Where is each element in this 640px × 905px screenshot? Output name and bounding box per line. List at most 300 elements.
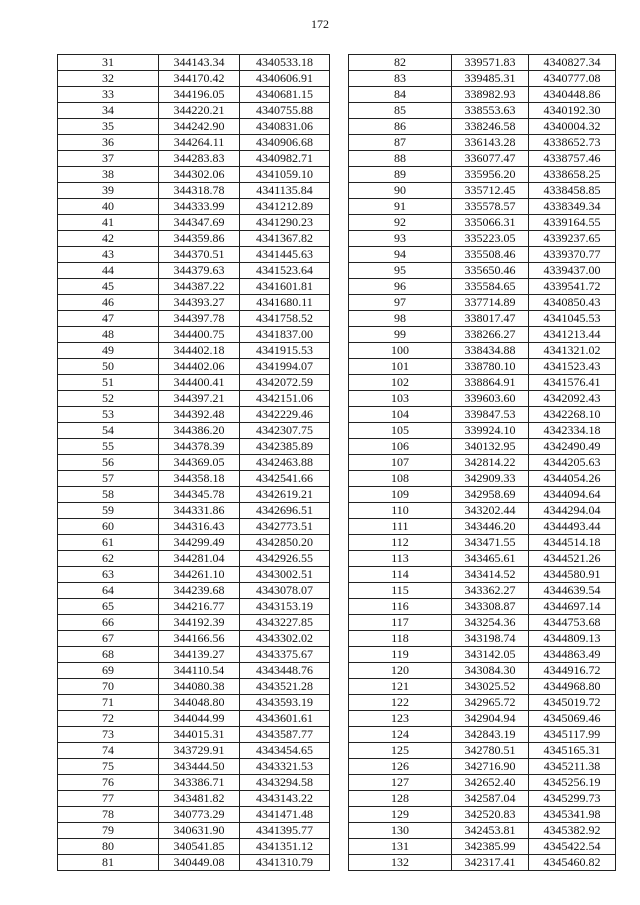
table-row (58, 199, 330, 215)
y-coordinate-cell: 4341994.07 (240, 359, 330, 375)
table-row (349, 551, 616, 567)
y-coordinate-cell: 4344916.72 (529, 663, 616, 679)
y-coordinate-cell: 4341135.84 (240, 183, 330, 199)
point-number-cell: 86 (349, 119, 452, 135)
x-coordinate-cell: 343729.91 (159, 743, 240, 759)
y-coordinate-cell: 4342072.59 (240, 375, 330, 391)
point-number-cell: 126 (349, 759, 452, 775)
x-coordinate-cell: 342909.33 (452, 471, 529, 487)
y-coordinate-cell: 4342334.18 (529, 423, 616, 439)
x-coordinate-cell: 343084.30 (452, 663, 529, 679)
point-number-cell: 73 (58, 727, 159, 743)
point-number-cell: 39 (58, 183, 159, 199)
y-coordinate-cell: 4343143.22 (240, 791, 330, 807)
table-row (58, 519, 330, 535)
y-coordinate-cell: 4342619.21 (240, 487, 330, 503)
y-coordinate-cell: 4344094.64 (529, 487, 616, 503)
point-number-cell: 127 (349, 775, 452, 791)
point-number-cell: 66 (58, 615, 159, 631)
y-coordinate-cell: 4341213.44 (529, 327, 616, 343)
point-number-cell: 83 (349, 71, 452, 87)
y-coordinate-cell: 4344205.63 (529, 455, 616, 471)
x-coordinate-cell: 344220.21 (159, 103, 240, 119)
table-row (349, 151, 616, 167)
y-coordinate-cell: 4343321.53 (240, 759, 330, 775)
table-row (58, 583, 330, 599)
x-coordinate-cell: 343198.74 (452, 631, 529, 647)
y-coordinate-cell: 4344514.18 (529, 535, 616, 551)
point-number-cell: 104 (349, 407, 452, 423)
point-number-cell: 47 (58, 311, 159, 327)
point-number-cell: 109 (349, 487, 452, 503)
point-number-cell: 123 (349, 711, 452, 727)
point-number-cell: 111 (349, 519, 452, 535)
point-number-cell: 88 (349, 151, 452, 167)
table-row (349, 855, 616, 871)
x-coordinate-cell: 344261.10 (159, 567, 240, 583)
x-coordinate-cell: 344166.56 (159, 631, 240, 647)
point-number-cell: 55 (58, 439, 159, 455)
point-number-cell: 46 (58, 295, 159, 311)
y-coordinate-cell: 4340004.32 (529, 119, 616, 135)
y-coordinate-cell: 4341837.00 (240, 327, 330, 343)
x-coordinate-cell: 335584.65 (452, 279, 529, 295)
y-coordinate-cell: 4338757.46 (529, 151, 616, 167)
table-row (349, 791, 616, 807)
point-number-cell: 32 (58, 71, 159, 87)
y-coordinate-cell: 4343375.67 (240, 647, 330, 663)
y-coordinate-cell: 4343078.07 (240, 583, 330, 599)
y-coordinate-cell: 4344294.04 (529, 503, 616, 519)
point-number-cell: 74 (58, 743, 159, 759)
y-coordinate-cell: 4341310.79 (240, 855, 330, 871)
table-row (58, 567, 330, 583)
point-number-cell: 40 (58, 199, 159, 215)
y-coordinate-cell: 4343521.28 (240, 679, 330, 695)
y-coordinate-cell: 4342490.49 (529, 439, 616, 455)
table-row (58, 343, 330, 359)
table-row (58, 311, 330, 327)
point-number-cell: 102 (349, 375, 452, 391)
table-row (58, 327, 330, 343)
point-number-cell: 112 (349, 535, 452, 551)
point-number-cell: 85 (349, 103, 452, 119)
point-number-cell: 52 (58, 391, 159, 407)
table-row (58, 823, 330, 839)
x-coordinate-cell: 340541.85 (159, 839, 240, 855)
x-coordinate-cell: 342780.51 (452, 743, 529, 759)
x-coordinate-cell: 339603.60 (452, 391, 529, 407)
x-coordinate-cell: 342385.99 (452, 839, 529, 855)
point-number-cell: 110 (349, 503, 452, 519)
table-row (58, 695, 330, 711)
y-coordinate-cell: 4343294.58 (240, 775, 330, 791)
point-number-cell: 125 (349, 743, 452, 759)
y-coordinate-cell: 4342307.75 (240, 423, 330, 439)
x-coordinate-cell: 343308.87 (452, 599, 529, 615)
point-number-cell: 76 (58, 775, 159, 791)
table-row (349, 599, 616, 615)
x-coordinate-cell: 342317.41 (452, 855, 529, 871)
x-coordinate-cell: 339847.53 (452, 407, 529, 423)
point-number-cell: 89 (349, 167, 452, 183)
point-number-cell: 71 (58, 695, 159, 711)
y-coordinate-cell: 4343227.85 (240, 615, 330, 631)
point-number-cell: 69 (58, 663, 159, 679)
x-coordinate-cell: 344400.41 (159, 375, 240, 391)
point-number-cell: 115 (349, 583, 452, 599)
point-number-cell: 48 (58, 327, 159, 343)
table-row (349, 327, 616, 343)
x-coordinate-cell: 344400.75 (159, 327, 240, 343)
point-number-cell: 38 (58, 167, 159, 183)
x-coordinate-cell: 342843.19 (452, 727, 529, 743)
table-row (349, 663, 616, 679)
table-row (58, 535, 330, 551)
x-coordinate-cell: 343202.44 (452, 503, 529, 519)
table-row (58, 487, 330, 503)
coordinates-table-right (348, 54, 616, 871)
x-coordinate-cell: 338246.58 (452, 119, 529, 135)
x-coordinate-cell: 338780.10 (452, 359, 529, 375)
y-coordinate-cell: 4343601.61 (240, 711, 330, 727)
y-coordinate-cell: 4344753.68 (529, 615, 616, 631)
x-coordinate-cell: 344387.22 (159, 279, 240, 295)
x-coordinate-cell: 343465.61 (452, 551, 529, 567)
table-row (349, 231, 616, 247)
table-row (58, 231, 330, 247)
y-coordinate-cell: 4342541.66 (240, 471, 330, 487)
y-coordinate-cell: 4340827.34 (529, 55, 616, 71)
point-number-cell: 61 (58, 535, 159, 551)
y-coordinate-cell: 4341680.11 (240, 295, 330, 311)
y-coordinate-cell: 4340906.68 (240, 135, 330, 151)
point-number-cell: 70 (58, 679, 159, 695)
y-coordinate-cell: 4343454.65 (240, 743, 330, 759)
table-row (58, 711, 330, 727)
point-number-cell: 78 (58, 807, 159, 823)
point-number-cell: 45 (58, 279, 159, 295)
x-coordinate-cell: 343142.05 (452, 647, 529, 663)
point-number-cell: 68 (58, 647, 159, 663)
table-row (58, 263, 330, 279)
y-coordinate-cell: 4344054.26 (529, 471, 616, 487)
table-row (349, 471, 616, 487)
point-number-cell: 94 (349, 247, 452, 263)
table-row (58, 679, 330, 695)
y-coordinate-cell: 4344697.14 (529, 599, 616, 615)
table-row (58, 423, 330, 439)
table-row (349, 343, 616, 359)
point-number-cell: 36 (58, 135, 159, 151)
x-coordinate-cell: 335508.46 (452, 247, 529, 263)
point-number-cell: 114 (349, 567, 452, 583)
x-coordinate-cell: 336077.47 (452, 151, 529, 167)
y-coordinate-cell: 4343153.19 (240, 599, 330, 615)
y-coordinate-cell: 4345341.98 (529, 807, 616, 823)
y-coordinate-cell: 4343448.76 (240, 663, 330, 679)
y-coordinate-cell: 4341367.82 (240, 231, 330, 247)
point-number-cell: 124 (349, 727, 452, 743)
y-coordinate-cell: 4344580.91 (529, 567, 616, 583)
x-coordinate-cell: 342965.72 (452, 695, 529, 711)
table-row (58, 839, 330, 855)
x-coordinate-cell: 338982.93 (452, 87, 529, 103)
point-number-cell: 63 (58, 567, 159, 583)
table-row (349, 743, 616, 759)
point-number-cell: 84 (349, 87, 452, 103)
point-number-cell: 118 (349, 631, 452, 647)
y-coordinate-cell: 4342463.88 (240, 455, 330, 471)
x-coordinate-cell: 335712.45 (452, 183, 529, 199)
table-row (349, 679, 616, 695)
x-coordinate-cell: 344402.18 (159, 343, 240, 359)
y-coordinate-cell: 4340533.18 (240, 55, 330, 71)
y-coordinate-cell: 4343302.02 (240, 631, 330, 647)
point-number-cell: 117 (349, 615, 452, 631)
table-row (58, 631, 330, 647)
y-coordinate-cell: 4343002.51 (240, 567, 330, 583)
table-row (349, 55, 616, 71)
page-number: 172 (311, 17, 329, 31)
point-number-cell: 67 (58, 631, 159, 647)
table-row (58, 503, 330, 519)
point-number-cell: 34 (58, 103, 159, 119)
table-row (349, 535, 616, 551)
point-number-cell: 35 (58, 119, 159, 135)
table-row (349, 167, 616, 183)
table-row (58, 279, 330, 295)
y-coordinate-cell: 4339370.77 (529, 247, 616, 263)
point-number-cell: 90 (349, 183, 452, 199)
y-coordinate-cell: 4344968.80 (529, 679, 616, 695)
table-row (58, 135, 330, 151)
table-row (58, 551, 330, 567)
table-row (349, 519, 616, 535)
table-row (349, 487, 616, 503)
point-number-cell: 82 (349, 55, 452, 71)
x-coordinate-cell: 344196.05 (159, 87, 240, 103)
y-coordinate-cell: 4340448.86 (529, 87, 616, 103)
point-number-cell: 53 (58, 407, 159, 423)
table-row (58, 151, 330, 167)
x-coordinate-cell: 342652.40 (452, 775, 529, 791)
x-coordinate-cell: 335066.31 (452, 215, 529, 231)
table-row (349, 823, 616, 839)
table-row (58, 55, 330, 71)
table-row (349, 775, 616, 791)
point-number-cell: 121 (349, 679, 452, 695)
y-coordinate-cell: 4341351.12 (240, 839, 330, 855)
point-number-cell: 80 (58, 839, 159, 855)
y-coordinate-cell: 4340606.91 (240, 71, 330, 87)
x-coordinate-cell: 342453.81 (452, 823, 529, 839)
point-number-cell: 132 (349, 855, 452, 871)
table-row (349, 359, 616, 375)
point-number-cell: 101 (349, 359, 452, 375)
y-coordinate-cell: 4341915.53 (240, 343, 330, 359)
table-row (58, 87, 330, 103)
point-number-cell: 75 (58, 759, 159, 775)
x-coordinate-cell: 344370.51 (159, 247, 240, 263)
y-coordinate-cell: 4341601.81 (240, 279, 330, 295)
y-coordinate-cell: 4340850.43 (529, 295, 616, 311)
x-coordinate-cell: 344379.63 (159, 263, 240, 279)
table-row (349, 439, 616, 455)
x-coordinate-cell: 344299.49 (159, 535, 240, 551)
table-row (349, 711, 616, 727)
x-coordinate-cell: 338017.47 (452, 311, 529, 327)
table-row (349, 631, 616, 647)
y-coordinate-cell: 4342696.51 (240, 503, 330, 519)
x-coordinate-cell: 338434.88 (452, 343, 529, 359)
x-coordinate-cell: 344239.68 (159, 583, 240, 599)
table-row (349, 87, 616, 103)
table-row (58, 759, 330, 775)
table-row (349, 71, 616, 87)
table-row (349, 727, 616, 743)
x-coordinate-cell: 344386.20 (159, 423, 240, 439)
y-coordinate-cell: 4339164.55 (529, 215, 616, 231)
y-coordinate-cell: 4342229.46 (240, 407, 330, 423)
table-row (349, 615, 616, 631)
x-coordinate-cell: 344359.86 (159, 231, 240, 247)
x-coordinate-cell: 344358.18 (159, 471, 240, 487)
table-row (58, 727, 330, 743)
point-number-cell: 58 (58, 487, 159, 503)
x-coordinate-cell: 344378.39 (159, 439, 240, 455)
y-coordinate-cell: 4339541.72 (529, 279, 616, 295)
x-coordinate-cell: 344264.11 (159, 135, 240, 151)
table-row (58, 375, 330, 391)
point-number-cell: 119 (349, 647, 452, 663)
x-coordinate-cell: 344397.21 (159, 391, 240, 407)
x-coordinate-cell: 342958.69 (452, 487, 529, 503)
x-coordinate-cell: 344110.54 (159, 663, 240, 679)
point-number-cell: 122 (349, 695, 452, 711)
table-row (349, 215, 616, 231)
x-coordinate-cell: 344139.27 (159, 647, 240, 663)
table-row (349, 695, 616, 711)
table-row (349, 247, 616, 263)
x-coordinate-cell: 344393.27 (159, 295, 240, 311)
x-coordinate-cell: 344302.06 (159, 167, 240, 183)
y-coordinate-cell: 4345165.31 (529, 743, 616, 759)
x-coordinate-cell: 339485.31 (452, 71, 529, 87)
y-coordinate-cell: 4340681.15 (240, 87, 330, 103)
table-row (58, 215, 330, 231)
x-coordinate-cell: 344392.48 (159, 407, 240, 423)
x-coordinate-cell: 340132.95 (452, 439, 529, 455)
point-number-cell: 131 (349, 839, 452, 855)
point-number-cell: 41 (58, 215, 159, 231)
y-coordinate-cell: 4342151.06 (240, 391, 330, 407)
x-coordinate-cell: 344242.90 (159, 119, 240, 135)
point-number-cell: 79 (58, 823, 159, 839)
point-number-cell: 81 (58, 855, 159, 871)
point-number-cell: 97 (349, 295, 452, 311)
y-coordinate-cell: 4343593.19 (240, 695, 330, 711)
table-row (349, 311, 616, 327)
x-coordinate-cell: 339924.10 (452, 423, 529, 439)
x-coordinate-cell: 343481.82 (159, 791, 240, 807)
y-coordinate-cell: 4341523.43 (529, 359, 616, 375)
point-number-cell: 98 (349, 311, 452, 327)
table-row (58, 775, 330, 791)
point-number-cell: 113 (349, 551, 452, 567)
y-coordinate-cell: 4339437.00 (529, 263, 616, 279)
x-coordinate-cell: 339571.83 (452, 55, 529, 71)
x-coordinate-cell: 344015.31 (159, 727, 240, 743)
point-number-cell: 57 (58, 471, 159, 487)
y-coordinate-cell: 4340982.71 (240, 151, 330, 167)
point-number-cell: 108 (349, 471, 452, 487)
point-number-cell: 103 (349, 391, 452, 407)
table-row (58, 663, 330, 679)
point-number-cell: 43 (58, 247, 159, 263)
point-number-cell: 100 (349, 343, 452, 359)
table-row (349, 119, 616, 135)
y-coordinate-cell: 4340755.88 (240, 103, 330, 119)
x-coordinate-cell: 343446.20 (452, 519, 529, 535)
y-coordinate-cell: 4341471.48 (240, 807, 330, 823)
y-coordinate-cell: 4344639.54 (529, 583, 616, 599)
point-number-cell: 64 (58, 583, 159, 599)
y-coordinate-cell: 4345460.82 (529, 855, 616, 871)
x-coordinate-cell: 338864.91 (452, 375, 529, 391)
table-row (58, 391, 330, 407)
table-row (349, 279, 616, 295)
x-coordinate-cell: 344044.99 (159, 711, 240, 727)
y-coordinate-cell: 4340192.30 (529, 103, 616, 119)
point-number-cell: 65 (58, 599, 159, 615)
y-coordinate-cell: 4340777.08 (529, 71, 616, 87)
coordinates-table-left (57, 54, 330, 871)
x-coordinate-cell: 343362.27 (452, 583, 529, 599)
table-row (58, 119, 330, 135)
x-coordinate-cell: 344316.43 (159, 519, 240, 535)
point-number-cell: 93 (349, 231, 452, 247)
table-row (349, 647, 616, 663)
y-coordinate-cell: 4344493.44 (529, 519, 616, 535)
x-coordinate-cell: 335578.57 (452, 199, 529, 215)
x-coordinate-cell: 344143.34 (159, 55, 240, 71)
table-row (58, 103, 330, 119)
table-row (58, 439, 330, 455)
table-row (349, 295, 616, 311)
y-coordinate-cell: 4339237.65 (529, 231, 616, 247)
y-coordinate-cell: 4342926.55 (240, 551, 330, 567)
point-number-cell: 91 (349, 199, 452, 215)
x-coordinate-cell: 344318.78 (159, 183, 240, 199)
table-row (58, 743, 330, 759)
x-coordinate-cell: 344048.80 (159, 695, 240, 711)
x-coordinate-cell: 344283.83 (159, 151, 240, 167)
x-coordinate-cell: 335650.46 (452, 263, 529, 279)
x-coordinate-cell: 340773.29 (159, 807, 240, 823)
x-coordinate-cell: 343386.71 (159, 775, 240, 791)
point-number-cell: 87 (349, 135, 452, 151)
x-coordinate-cell: 342587.04 (452, 791, 529, 807)
table-row (349, 183, 616, 199)
x-coordinate-cell: 344402.06 (159, 359, 240, 375)
point-number-cell: 31 (58, 55, 159, 71)
y-coordinate-cell: 4345069.46 (529, 711, 616, 727)
x-coordinate-cell: 344333.99 (159, 199, 240, 215)
point-number-cell: 37 (58, 151, 159, 167)
point-number-cell: 60 (58, 519, 159, 535)
x-coordinate-cell: 336143.28 (452, 135, 529, 151)
